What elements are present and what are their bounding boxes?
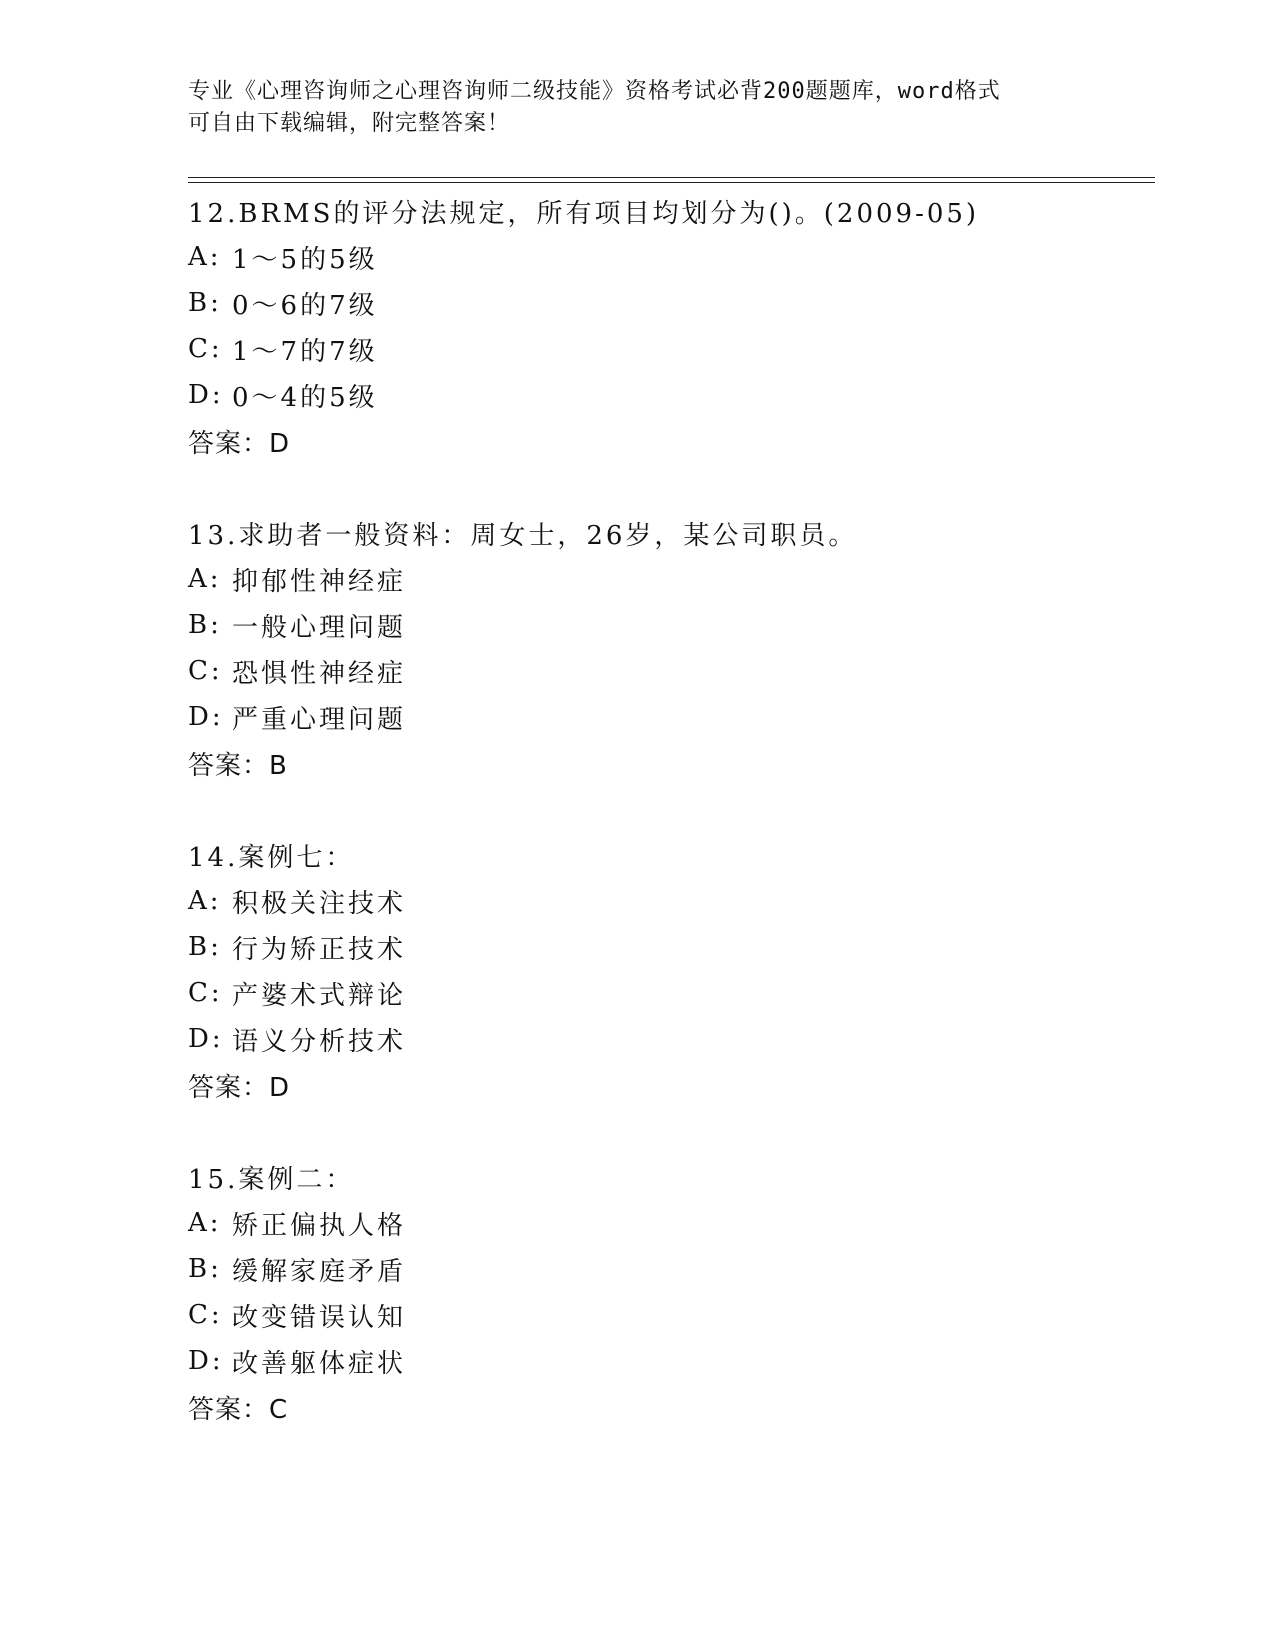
option-key: D:	[188, 1346, 224, 1376]
question-stem: 12.BRMS的评分法规定，所有项目均划分为()。(2009-05)	[188, 198, 980, 229]
question-stem-line	[188, 1154, 1155, 1200]
option-text: 严重心理问题	[232, 704, 407, 735]
option-key: B:	[188, 610, 222, 640]
option-text: 抑郁性神经症	[232, 566, 407, 597]
option-text: 行为矫正技术	[232, 934, 407, 965]
option-d	[188, 1338, 1155, 1384]
option-key: A:	[188, 886, 222, 916]
option-b	[188, 924, 1155, 970]
option-d	[188, 372, 1155, 418]
answer-line: 答案：D	[188, 428, 291, 459]
option-a	[188, 1200, 1155, 1246]
option-key: A:	[188, 1208, 222, 1238]
question-stem: 14.案例七：	[188, 842, 355, 873]
option-a	[188, 234, 1155, 280]
option-key: D:	[188, 1024, 224, 1054]
question-stem-line	[188, 188, 1155, 234]
option-d	[188, 1016, 1155, 1062]
question-stem: 13.求助者一般资料：周女士，26岁，某公司职员。	[188, 520, 858, 551]
option-key: C:	[188, 978, 223, 1008]
option-key: C:	[188, 334, 223, 364]
option-text: 1～5的5级	[232, 244, 378, 275]
option-key: D:	[188, 380, 224, 410]
question-stem: 15.案例二：	[188, 1164, 355, 1195]
option-text: 0～6的7级	[232, 290, 378, 321]
option-key: B:	[188, 1254, 222, 1284]
answer-line: 答案：C	[188, 1394, 289, 1425]
answer-line: 答案：B	[188, 750, 288, 781]
option-b	[188, 1246, 1155, 1292]
option-a	[188, 556, 1155, 602]
option-b	[188, 280, 1155, 326]
option-text: 缓解家庭矛盾	[232, 1256, 407, 1287]
option-text: 矫正偏执人格	[232, 1210, 407, 1241]
option-key: D:	[188, 702, 224, 732]
option-key: A:	[188, 564, 222, 594]
option-text: 0～4的5级	[232, 382, 378, 413]
option-c	[188, 326, 1155, 372]
question-13	[188, 510, 1155, 786]
header-line-1: 专业《心理咨询师之心理咨询师二级技能》资格考试必背200题题库，word格式	[188, 79, 1001, 104]
option-text: 产婆术式辩论	[232, 980, 407, 1011]
option-key: A:	[188, 242, 222, 272]
header-line-2: 可自由下载编辑，附完整答案！	[188, 111, 511, 136]
option-key: B:	[188, 288, 222, 318]
option-b	[188, 602, 1155, 648]
option-c	[188, 648, 1155, 694]
option-key: C:	[188, 656, 223, 686]
question-stem-line	[188, 510, 1155, 556]
option-text: 改变错误认知	[232, 1302, 407, 1333]
option-key: C:	[188, 1300, 223, 1330]
header-divider-top	[188, 177, 1155, 178]
question-stem-line	[188, 832, 1155, 878]
option-text: 1～7的7级	[232, 336, 378, 367]
question-list	[188, 188, 1155, 1476]
option-text: 语义分析技术	[232, 1026, 407, 1057]
document-header	[188, 76, 1088, 140]
question-12	[188, 188, 1155, 464]
option-text: 一般心理问题	[232, 612, 407, 643]
header-divider-bottom	[188, 182, 1155, 183]
option-a	[188, 878, 1155, 924]
option-text: 改善躯体症状	[232, 1348, 407, 1379]
question-14	[188, 832, 1155, 1108]
option-text: 恐惧性神经症	[232, 658, 407, 689]
option-c	[188, 970, 1155, 1016]
question-15	[188, 1154, 1155, 1430]
option-d	[188, 694, 1155, 740]
answer-line: 答案：D	[188, 1072, 291, 1103]
option-c	[188, 1292, 1155, 1338]
option-text: 积极关注技术	[232, 888, 407, 919]
option-key: B:	[188, 932, 222, 962]
